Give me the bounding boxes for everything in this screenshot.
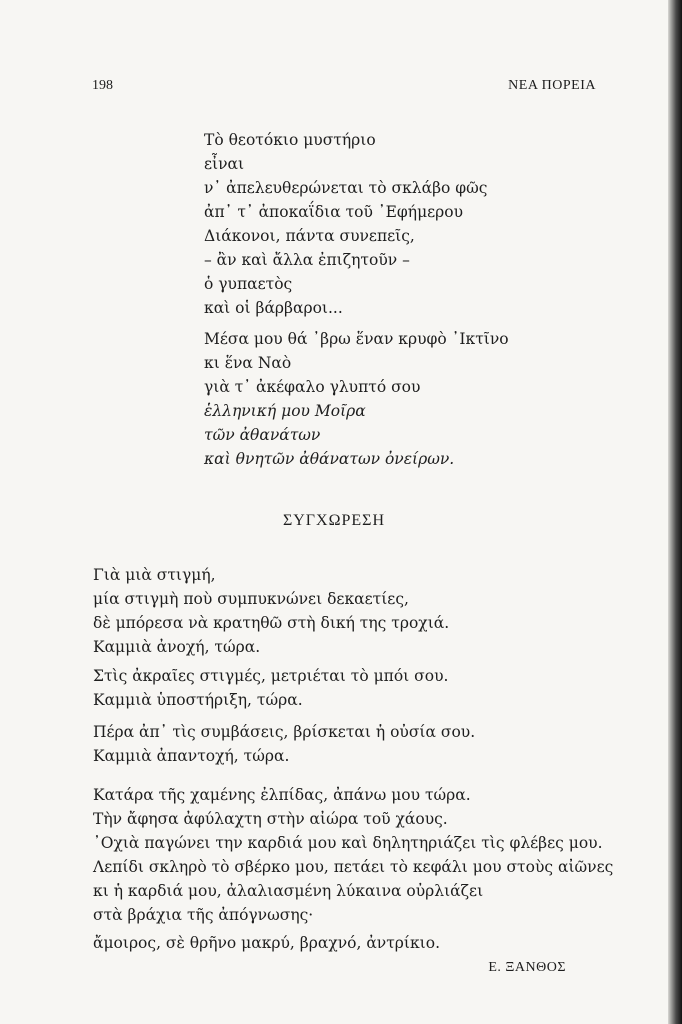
page-header — [92, 78, 596, 98]
poem-line: ἀπ᾽ τ᾽ ἀποκαΐδια τοῦ ᾽Εφήμερου — [204, 203, 464, 221]
poem-line: δὲ μπόρεσα νὰ κρατηθῶ στὴ δική της τροχιά. — [93, 614, 450, 632]
poem-line: Καμμιὰ ἀπαντοχή, τώρα. — [93, 747, 290, 765]
running-head: ΝΕΑ ΠΟΡΕΙΑ — [508, 78, 596, 93]
poem-stanza — [93, 783, 613, 927]
author-signature: Ε. ΞΑΝΘΟΣ — [488, 960, 566, 975]
poem-line: μία στιγμὴ ποὺ συμπυκνώνει δεκαετίες, — [93, 590, 409, 608]
poem-line: ν᾽ ἀπελευθερώνεται τὸ σκλάβο φῶς — [204, 179, 488, 197]
poem-line: Πέρα ἀπ᾽ τὶς συμβάσεις, βρίσκεται ἡ οὐσία σου. — [93, 723, 476, 741]
poem-line: Στὶς ἀκραῖες στιγμές, μετριέται τὸ μπόι σου. — [93, 667, 449, 685]
poem-line: – ἂν καὶ ἄλλα ἐπιζητοῦν – — [204, 251, 410, 269]
poem-line: γιὰ τ᾽ ἀκέφαλο γλυπτό σου — [204, 378, 421, 396]
poem-stanza — [93, 563, 449, 659]
poem-line: στὰ βράχια τῆς ἀπόγνωσης· — [93, 906, 314, 924]
poem-line: Μέσα μου θά ᾽βρω ἕναν κρυφὸ ᾽Ικτῖνο — [204, 330, 509, 348]
top-poem-stanza — [204, 327, 509, 471]
poem-line: Τὸ θεοτόκιο μυστήριο — [204, 131, 376, 149]
poem-stanza — [93, 664, 448, 712]
poem-line: Γιὰ μιὰ στιγμή, — [93, 566, 216, 584]
poem-line: ἄμοιρος, σὲ θρῆνο μακρύ, βραχνό, ἀντρίκιο. — [93, 934, 441, 952]
poem-stanza — [93, 931, 440, 955]
poem-line: τῶν ἀθανάτων — [204, 426, 321, 444]
poem-line: ᾽Οχιὰ παγώνει την καρδιά μου καὶ δηλητηριάζει τὶς φλέβες μου. — [93, 834, 603, 852]
poem-line: κι ἡ καρδιά μου, ἀλαλιασμένη λύκαινα οὐρλιάζει — [93, 882, 484, 900]
poem-line: ἑλληνική μου Μοῖρα — [204, 402, 366, 420]
poem-line: καὶ θνητῶν ἀθάνατων ὀνείρων. — [204, 450, 455, 468]
poem-line: Καμμιὰ ἀνοχή, τώρα. — [93, 638, 261, 656]
top-poem-stanza — [204, 128, 487, 320]
poem-line: εἶναι — [204, 155, 245, 173]
poem-line: Διάκονοι, πάντα συνεπεῖς, — [204, 227, 415, 245]
poem-line: Καμμιὰ ὑποστήριξη, τώρα. — [93, 691, 303, 709]
poem-line: Λεπίδι σκληρὸ τὸ σβέρκο μου, πετάει τὸ κεφάλι μου στοὺς αἰῶνες — [93, 858, 614, 876]
poem-line: Τὴν ἄφησα ἀφύλαχτη στὴν αἰώρα τοῦ χάους. — [93, 810, 448, 828]
page-edge-shadow — [668, 0, 682, 1024]
poem-line: κι ἕνα Ναὸ — [204, 354, 292, 372]
poem-line: καὶ οἱ βάρβαροι... — [204, 299, 343, 317]
page-number: 198 — [92, 78, 113, 93]
poem-title: ΣΥΓΧΩΡΕΣΗ — [282, 512, 386, 529]
poem-line: Κατάρα τῆς χαμένης ἐλπίδας, ἀπάνω μου τώρα. — [93, 786, 471, 804]
poem-line: ὁ γυπαετὸς — [204, 275, 293, 293]
poem-stanza — [93, 720, 475, 768]
